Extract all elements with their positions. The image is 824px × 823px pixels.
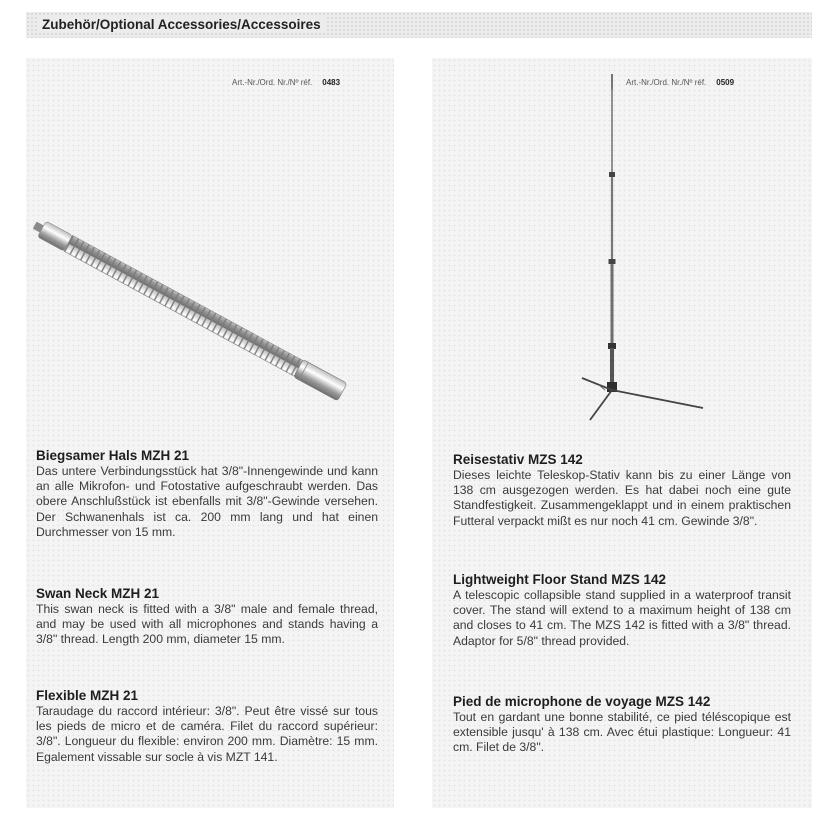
section-title: Pied de microphone de voyage MZS 142 <box>453 694 711 709</box>
section-title: Lightweight Floor Stand MZS 142 <box>453 572 667 587</box>
section-title: Flexible MZH 21 <box>36 688 139 703</box>
section-text: This swan neck is fitted with a 3/8" male and female thread, and may be used with all microphones and stands having a 3/8" thread. Length 200 mm, diameter 15 mm. <box>36 602 378 647</box>
section-pied-de-microphone <box>453 694 791 756</box>
article-label: Art.-Nr./Ord. Nr./Nº réf. <box>626 78 707 87</box>
article-number: 0509 <box>716 78 735 87</box>
page-title: Zubehör/Optional Accessories/Accessoires <box>38 16 325 33</box>
article-number: 0483 <box>322 78 341 87</box>
section-lightweight-floor-stand <box>453 572 791 649</box>
section-text: Dieses leichte Teleskop-Stativ kann bis zu einer Länge von 138 cm ausgezogen werden. Es hat dabei noch eine gute Standfestigkeit. Zusammengeklappt und in einem praktischen Futteral verpackt mißt es nur noch 41 cm. Gewinde 3/8". <box>453 468 791 528</box>
article-label: Art.-Nr./Ord. Nr./Nº réf. <box>232 78 313 87</box>
section-text: Taraudage du raccord intérieur: 3/8". Peut être vissé sur tous les pieds de micro et de caméra. Filet du raccord supérieur: 3/8". Longueur du flexible: environ 200 mm. Diamètre: 15 mm. Egalement vissable sur socle à vis MZT 141. <box>36 704 378 764</box>
section-reisestativ <box>453 452 791 529</box>
section-text: Das untere Verbindungsstück hat 3/8"-Innengewinde und kann an alle Mikrofon- und Fotostative aufgeschraubt werden. Das obere Anschlußstück ist ebenfalls mit 3/8"-Gewinde versehen. Der Schwanenhals ist ca. 200 mm lang und hat einen Durchmesser von 15 mm. <box>36 464 378 539</box>
section-title: Swan Neck MZH 21 <box>36 586 160 601</box>
section-text: A telescopic collapsible stand supplied in a waterproof transit cover. The stand will extend to a maximum height of 138 cm and closes to 41 cm. The MZS 142 is fitted with a 3/8" thread. Adaptor for 5/8" thread provided. <box>453 588 791 648</box>
section-title: Biegsamer Hals MZH 21 <box>36 448 190 463</box>
section-text: Tout en gardant une bonne stabilité, ce pied téléscopique est extensible jusqu' à 138 cm. Avec étui plastique: Longueur: 41 cm. Filet de 3/8". <box>453 710 791 755</box>
section-title: Reisestativ MZS 142 <box>453 452 583 467</box>
